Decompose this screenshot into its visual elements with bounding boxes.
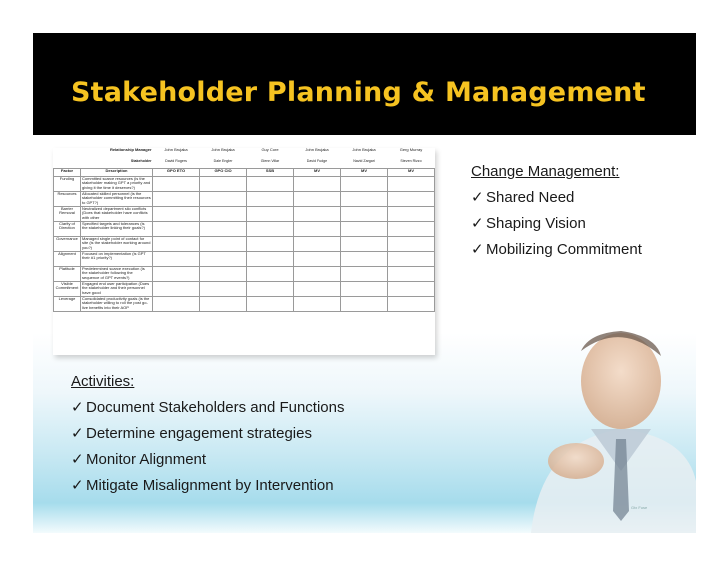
table-row bbox=[54, 207, 435, 222]
description-cell: Specified targets and tolerances (is the stakeholder linking their goals?) bbox=[81, 222, 153, 237]
table-stakeholder-row bbox=[54, 159, 435, 169]
factor-cell: Resources bbox=[54, 192, 81, 207]
factor-cell: Alignment bbox=[54, 252, 81, 267]
list-item bbox=[71, 398, 344, 416]
stakeholder-cell: Dale Engler bbox=[213, 159, 233, 163]
description-cell: Managed single point of contact for site (is the stakeholder working around you?) bbox=[81, 237, 153, 252]
activities-heading: Activities: bbox=[71, 373, 135, 390]
factor-cell: Leverage bbox=[54, 297, 81, 312]
factor-header: Factor bbox=[54, 169, 81, 177]
list-item-label: Shaping Vision bbox=[486, 215, 586, 232]
code-cell: GPO ETO bbox=[153, 169, 200, 177]
list-item-label: Mitigate Misalignment by Intervention bbox=[86, 477, 334, 494]
checkmark-icon: ✓ bbox=[471, 241, 484, 258]
list-item-label: Document Stakeholders and Functions bbox=[86, 399, 345, 416]
table-row bbox=[54, 282, 435, 297]
code-cell: MV bbox=[341, 169, 388, 177]
table-row bbox=[54, 297, 435, 312]
checkmark-icon: ✓ bbox=[471, 189, 484, 206]
table-header-row bbox=[54, 169, 435, 177]
factor-cell: Barrier Removal bbox=[54, 207, 81, 222]
list-item bbox=[71, 476, 344, 494]
code-cell: GPO CIO bbox=[200, 169, 247, 177]
table-manager-row bbox=[54, 148, 435, 159]
list-item-label: Determine engagement strategies bbox=[86, 425, 312, 442]
factor-cell: Funding bbox=[54, 177, 81, 192]
list-item bbox=[471, 188, 642, 206]
description-cell: Focused on implementation (is GPT their #1 priority?) bbox=[81, 252, 153, 267]
table-row bbox=[54, 252, 435, 267]
code-cell: MV bbox=[388, 169, 435, 177]
slide-title: Stakeholder Planning & Management bbox=[71, 77, 646, 108]
list-item-label: Monitor Alignment bbox=[86, 451, 207, 468]
table-row bbox=[54, 222, 435, 237]
factor-cell: Visible Commitment bbox=[54, 282, 81, 297]
description-cell: Allocated skilled personnel (is the stakeholder committing their resources to GPT?) bbox=[82, 191, 151, 205]
title-banner bbox=[33, 33, 696, 135]
code-cell: MV bbox=[294, 169, 341, 177]
manager-cell: Gerg Murray bbox=[399, 148, 423, 152]
list-item bbox=[71, 424, 344, 442]
factor-cell: Governance bbox=[54, 237, 81, 252]
manager-cell: John Brujaka bbox=[164, 148, 188, 152]
description-header: Description bbox=[81, 169, 153, 177]
list-item bbox=[471, 214, 642, 232]
checkmark-icon: ✓ bbox=[71, 477, 84, 494]
manager-cell: John Brujaka bbox=[211, 148, 235, 152]
list-item-label: Mobilizing Commitment bbox=[486, 241, 642, 258]
code-cell: SSB bbox=[247, 169, 294, 177]
stakeholder-cell: David Rogers bbox=[165, 159, 187, 163]
description-cell: Committed scarce resources (is the stakeholder making GPT a priority and giving it the time it deserves?) bbox=[81, 177, 153, 192]
list-item-label: Shared Need bbox=[486, 189, 575, 206]
description-cell: Engaged end user participation (Does the stakeholder and their personnel have good bbox=[81, 282, 153, 297]
factor-cell: Clarity of Direction bbox=[54, 222, 81, 237]
list-item bbox=[71, 450, 344, 468]
list-item bbox=[471, 240, 642, 258]
stakeholder-cell: David Fudge bbox=[306, 159, 328, 163]
description-cell: Predetermined scarce execution (is the stakeholder following the sequence of GPT events?) bbox=[81, 267, 153, 282]
table-row bbox=[54, 192, 435, 207]
activities-section bbox=[71, 373, 344, 494]
stakeholder-table-image bbox=[53, 148, 435, 355]
stakeholder-table bbox=[53, 148, 435, 312]
stakeholder-label: Stakeholder bbox=[130, 159, 152, 163]
change-management-heading: Change Management: bbox=[471, 163, 620, 180]
factor-cell: Platitude bbox=[54, 267, 81, 282]
manager-cell: John Brujaka bbox=[352, 148, 376, 152]
businessman-photo bbox=[471, 311, 696, 533]
manager-cell: John Brujaka bbox=[305, 148, 329, 152]
table-row bbox=[54, 267, 435, 282]
stakeholder-cell: Steven Rizzo bbox=[400, 159, 422, 163]
checkmark-icon: ✓ bbox=[471, 215, 484, 232]
change-management-section bbox=[471, 163, 642, 258]
description-cell: Neutralized department silo conflicts (Does that stakeholder have conflicts with other bbox=[81, 207, 153, 222]
checkmark-icon: ✓ bbox=[71, 425, 84, 442]
manager-cell: Guy Core bbox=[261, 148, 279, 152]
relationship-manager-label: Relationship Manager bbox=[109, 148, 152, 152]
stakeholder-cell: Glenn Villar bbox=[260, 159, 280, 163]
photo-caption: Gtx Fuse bbox=[631, 505, 648, 510]
stakeholder-cell: Navid Zargari bbox=[353, 159, 375, 163]
slide bbox=[33, 33, 696, 533]
checkmark-icon: ✓ bbox=[71, 399, 84, 416]
description-cell: Consolidated productivity goals (is the stakeholder willing to roll the post go-live benefits into their AOP bbox=[81, 297, 153, 312]
table-row bbox=[54, 237, 435, 252]
checkmark-icon: ✓ bbox=[71, 451, 84, 468]
table-row bbox=[54, 177, 435, 192]
